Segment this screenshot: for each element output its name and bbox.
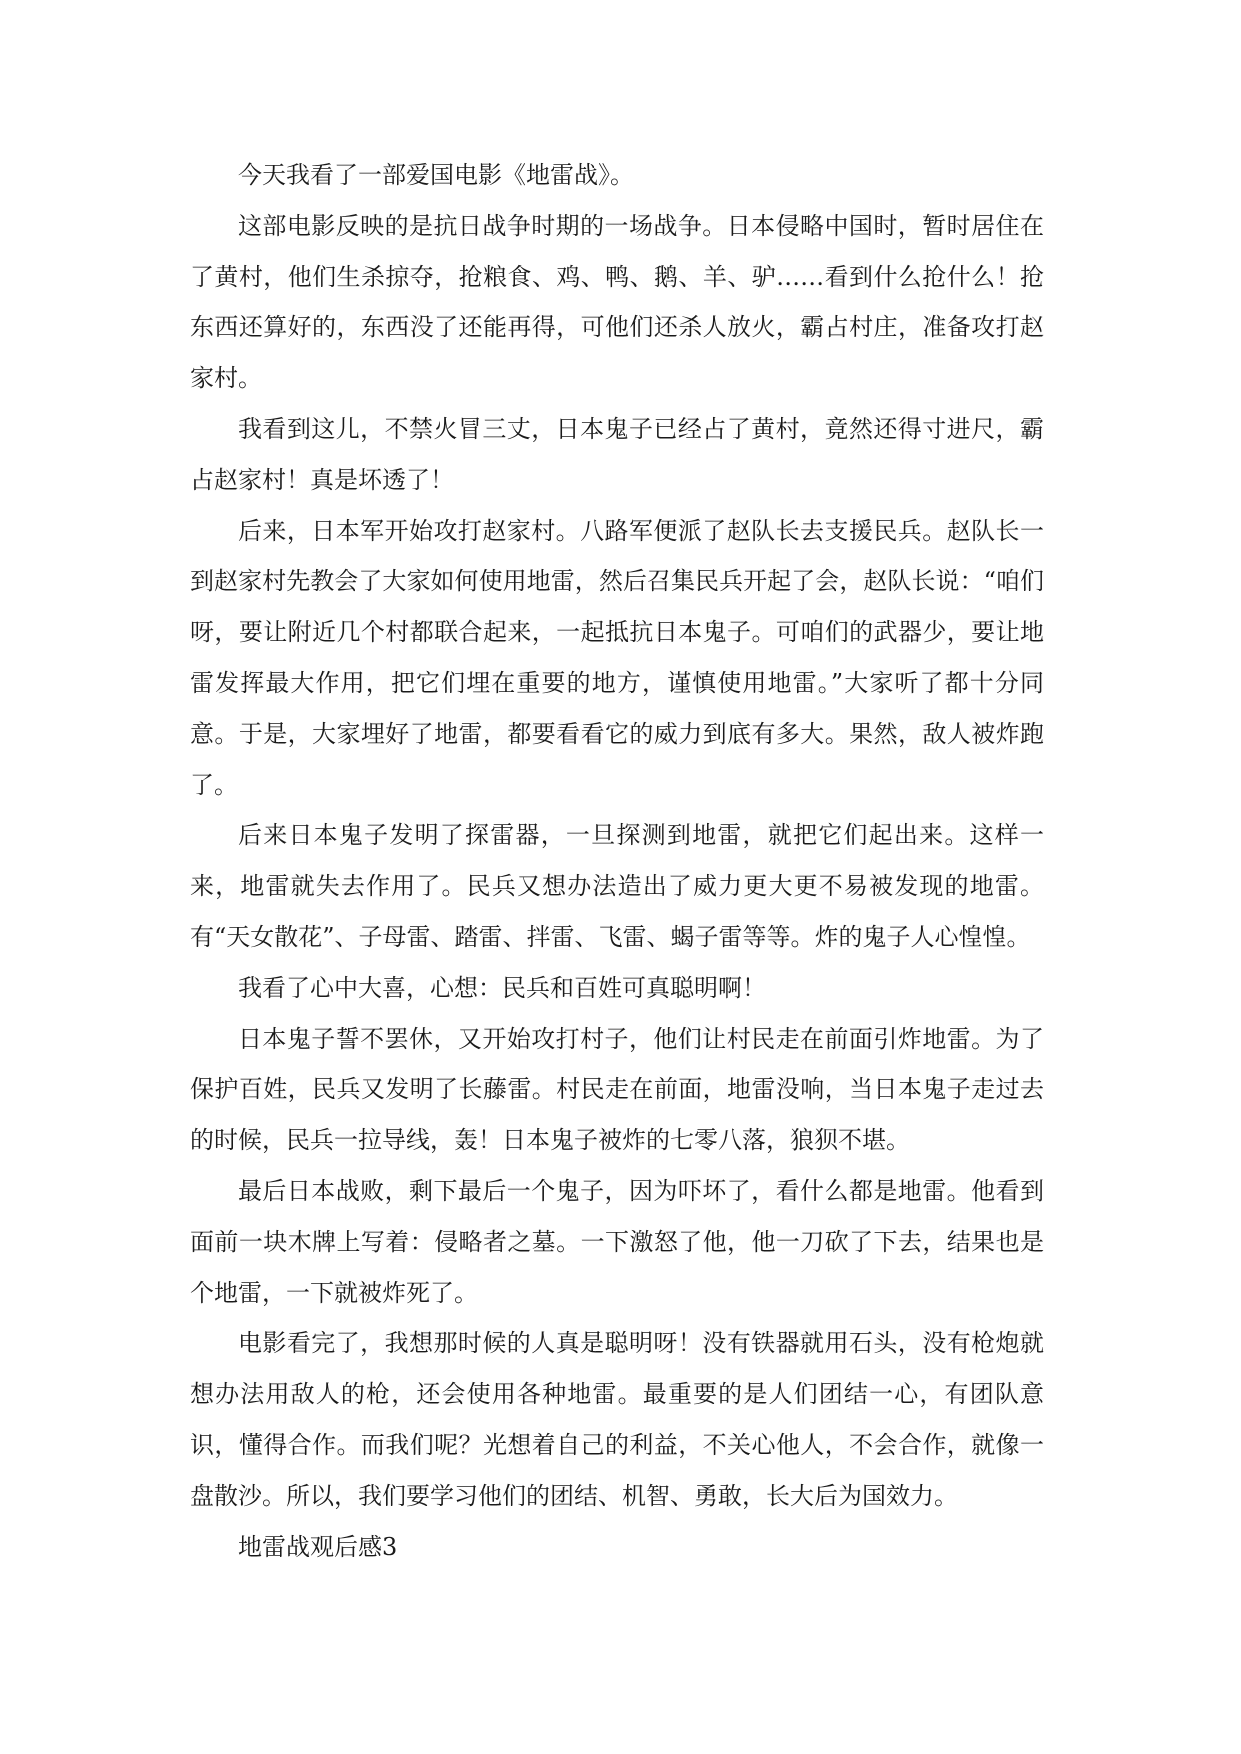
section-heading: 地雷战观后感3 xyxy=(238,1532,398,1561)
paragraph-last-soldier: 最后日本战败，剩下最后一个鬼子，因为吓坏了，看什么都是地雷。他看到面前一块木牌上写着：侵略者之墓。一下激怒了他，他一刀砍了下去，结果也是个地雷，一下就被炸死了。 xyxy=(190,1176,1044,1307)
paragraph-long-vine-mine: 日本鬼子誓不罢休，又开始攻打村子，他们让村民走在前面引炸地雷。为了保护百姓，民兵又发明了长藤雷。村民走在前面，地雷没响，当日本鬼子走过去的时候，民兵一拉导线，轰！日本鬼子被炸的七零八落，狼狈不堪。 xyxy=(190,1024,1044,1155)
paragraph-reaction: 我看到这儿，不禁火冒三丈，日本鬼子已经占了黄村，竟然还得寸进尺，霸占赵家村！真是坏透了！ xyxy=(190,414,1044,494)
paragraph-delight: 我看了心中大喜，心想：民兵和百姓可真聪明啊！ xyxy=(238,973,766,1002)
paragraph-mine-detector: 后来日本鬼子发明了探雷器，一旦探测到地雷，就把它们起出来。这样一来，地雷就失去作用了。民兵又想办法造出了威力更大更不易被发现的地雷。有“天女散花”、子母雷、踏雷、拌雷、飞雷、蝎子雷等等。炸的鬼子人心惶惶。 xyxy=(190,821,1044,951)
paragraph-conclusion: 电影看完了，我想那时候的人真是聪明呀！没有铁器就用石头，没有枪炮就想办法用敌人的枪，还会使用各种地雷。最重要的是人们团结一心，有团队意识，懂得合作。而我们呢？光想着自己的利益，不关心他人，不会合作，就像一盘散沙。所以，我们要学习他们的团结、机智、勇敢，长大后为国效力。 xyxy=(190,1329,1044,1510)
paragraph-background: 这部电影反映的是抗日战争时期的一场战争。日本侵略中国时，暂时居住在了黄村，他们生杀掠夺，抢粮食、鸡、鸭、鹅、羊、驴……看到什么抢什么！抢东西还算好的，东西没了还能再得，可他们还杀人放火，霸占村庄，准备攻打赵家村。 xyxy=(190,211,1044,393)
paragraph-intro: 今天我看了一部爱国电影《地雷战》。 xyxy=(238,161,634,189)
document-page xyxy=(190,150,1044,1572)
paragraph-captain-zhao: 后来，日本军开始攻打赵家村。八路军便派了赵队长去支援民兵。赵队长一到赵家村先教会了大家如何使用地雷，然后召集民兵开起了会，赵队长说：“咱们呀，要让附近几个村都联合起来，一起抵抗日本鬼子。可咱们的武器少，要让地雷发挥最大作用，把它们埋在重要的地方，谨慎使用地雷。”大家听了都十分同意。于是，大家埋好了地雷，都要看看它的威力到底有多大。果然，敌人被炸跑了。 xyxy=(190,516,1044,799)
